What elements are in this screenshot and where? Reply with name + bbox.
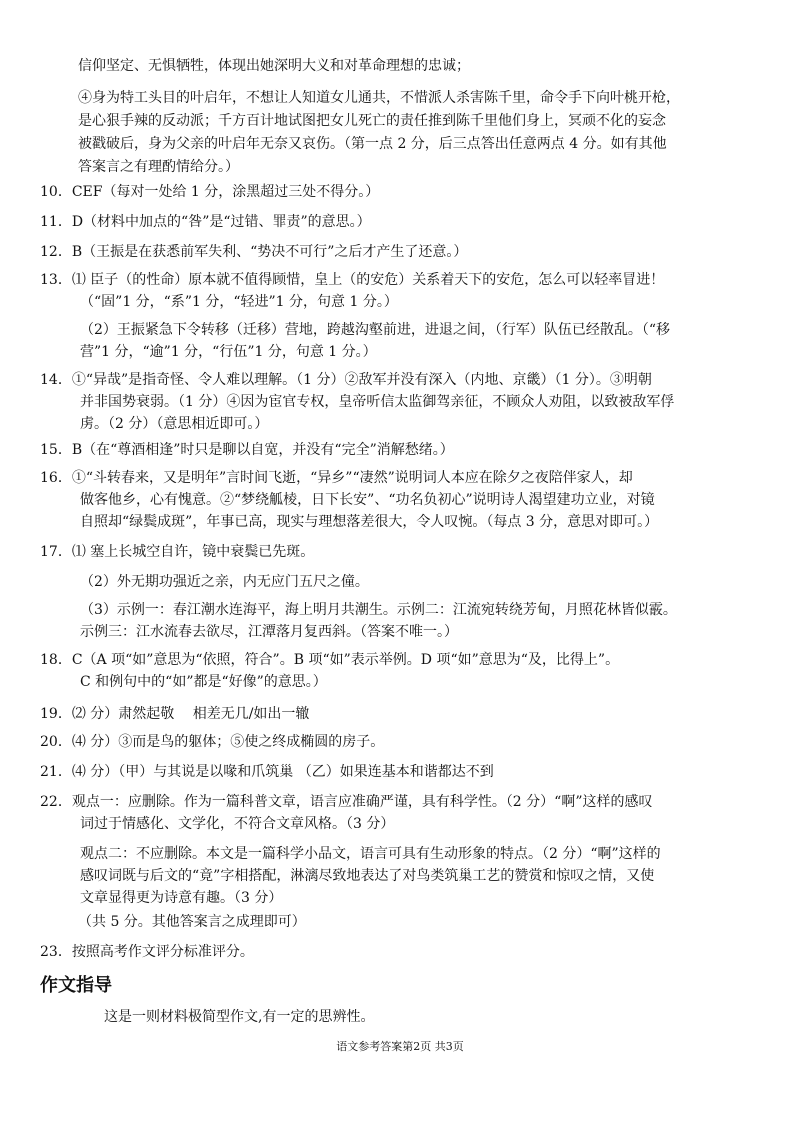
text-line: 虏。（2 分）（意思相近即可。）: [80, 416, 269, 432]
text-line: 营”1 分，“逾”1 分，“行伍”1 分，句意 1 分。）: [80, 344, 377, 360]
answer-12: 12．B（王振是在获悉前军失利、“势决不可行”之后才产生了还意。）: [40, 244, 468, 260]
text-line: 感叹词既与后文的“竟”字相搭配，淋漓尽致地表达了对鸟类筑巢工艺的赞赏和惊叹之情，又使: [80, 868, 655, 884]
text-line: 被戳破后，身为父亲的叶启年无奈又哀伤。（第一点 2 分，后三点答出任意两点 4 分。如有其他: [78, 136, 667, 152]
text-line: 示例三：江水流春去欲尽，江潭落月复西斜。（答案不唯一。）: [80, 624, 458, 640]
answer-23: 23．按照高考作文评分标准评分。: [40, 944, 254, 960]
text-line: （共 5 分。其他答案言之成理即可）: [78, 914, 306, 930]
text-line: （2）王振紧急下令转移（迁移）营地，跨越沟壑前进，进退之间，（行军）队伍已经散乱。（“移: [80, 322, 671, 338]
text-line: 文章显得更为诗意有趣。（3 分）: [80, 890, 283, 906]
answer-20: 20．⑷ 分）③而是鸟的躯体；⑤使之终成椭圆的房子。: [40, 734, 385, 750]
text-line: （2）外无期功强近之亲，内无应门五尺之僮。: [80, 574, 369, 590]
answer-11: 11．D（材料中加点的“咎”是“过错、罪责”的意思。）: [40, 214, 371, 230]
answer-19: 19．⑵ 分）肃然起敬 相差无几/如出一辙: [40, 706, 310, 722]
text-line: 词过于情感化、文学化，不符合文章风格。（3 分）: [80, 816, 395, 832]
answer-22: 22．观点一：应删除。作为一篇科普文章，语言应准确严谨，具有科学性。（2 分）“啊”这样的感叹: [40, 794, 653, 810]
answer-18: 18．C（A 项“如”意思为“依照，符合”。B 项“如”表示举例。D 项“如”意思为“及，比得上”。: [40, 652, 620, 668]
text-line: 信仰坚定、无惧牺牲，体现出她深明大义和对革命理想的忠诚；: [78, 58, 470, 74]
text-line: 答案言之有理酌情给分。）: [78, 159, 239, 175]
text-line: ④身为特工头目的叶启年，不想让人知道女儿通共，不惜派人杀害陈千里，命令手下向叶桃开枪，: [78, 90, 680, 106]
text-line: （3）示例一：春江潮水连海平，海上明月共潮生。示例二：江流宛转绕芳甸，月照花林皆似霰。: [80, 602, 677, 618]
text-line: （“固”1 分，“系”1 分，“轻进”1 分，句意 1 分。）: [80, 294, 398, 310]
page-footer: 语文参考答案第2页 共3页: [336, 1040, 464, 1053]
text-line: 并非国势衰弱。（1 分）④因为宦官专权，皇帝听信太监御驾亲征，不顾众人劝阻，以致被敌军俘: [80, 394, 675, 410]
text-line: 是心狠手辣的反动派；千方百计地试图把女儿死亡的责任推到陈千里他们身上，冥顽不化的妄念: [78, 113, 666, 129]
answer-16: 16．①“斗转春来，又是明年”言时间飞逝，“异乡”“凄然”说明词人本应在除夕之夜陪伴家人，却: [40, 470, 633, 486]
section-heading: 作文指导: [40, 975, 112, 996]
text-line: 自照却“绿鬓成斑”，年事已高，现实与理想落差很大，令人叹惋。（每点 3 分，意思对即可。）: [80, 514, 659, 530]
answer-14: 14．①“异哉”是指奇怪、令人难以理解。（1 分）②敌军并没有深入（内地、京畿）（1 分）。③明朝: [40, 372, 652, 388]
text-line: 这是一则材料极简型作文,有一定的思辨性。: [104, 1009, 375, 1025]
answer-15: 15．B（在“尊酒相逢”时只是聊以自宽，并没有“完全”消解愁绪。）: [40, 442, 454, 458]
text-line: C 和例句中的“如”都是“好像”的意思。）: [80, 674, 327, 690]
text-line: 观点二：不应删除。本文是一篇科学小品文，语言可具有生动形象的特点。（2 分）“啊”这样的: [80, 846, 661, 862]
answer-21: 21．⑷ 分）（甲）与其说是以喙和爪筑巢 （乙）如果连基本和谐都达不到: [40, 764, 494, 780]
answer-10: 10．CEF（每对一处给 1 分，涂黑超过三处不得分。）: [40, 184, 380, 200]
text-line: 做客他乡，心有愧意。②“梦绕觚棱，日下长安”、“功名负初心”说明诗人渴望建功立业，对镜: [80, 492, 655, 508]
answer-17: 17．⑴ 塞上长城空自许，镜中衰鬓已先斑。: [40, 544, 315, 560]
answer-13: 13．⑴ 臣子（的性命）原本就不值得顾惜，皇上（的安危）关系着天下的安危，怎么可以轻率冒进！: [40, 272, 665, 288]
